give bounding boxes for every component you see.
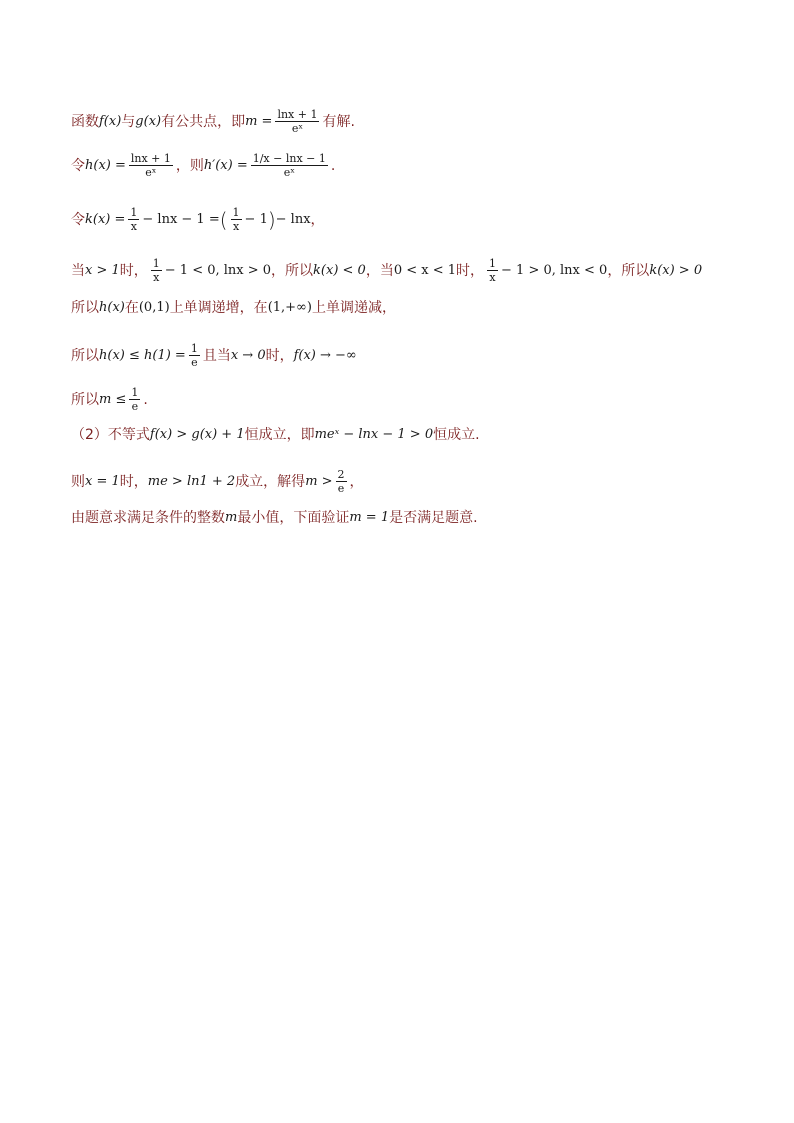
fraction-numerator: 1 xyxy=(190,342,198,355)
fraction-numerator: 2 xyxy=(337,468,345,481)
fraction-denominator: x xyxy=(153,271,160,284)
text: 是否满足题意. xyxy=(389,510,478,526)
math: m = 1 xyxy=(349,510,390,525)
text: 由题意求满足条件的整数 xyxy=(71,510,225,526)
math: me > ln1 + 2 xyxy=(147,473,236,489)
line-2 xyxy=(71,152,335,179)
fraction xyxy=(129,386,140,413)
math: − 1 < 0, lnx > 0 xyxy=(164,262,272,278)
math: f(x) > g(x) + 1 xyxy=(149,427,245,442)
text: 所以 xyxy=(71,300,99,316)
fraction-denominator: x xyxy=(232,220,240,233)
line-8 xyxy=(71,427,480,443)
text: 令 xyxy=(71,157,85,174)
text: 所以 xyxy=(71,347,99,364)
fraction-numerator: 1 xyxy=(232,206,240,219)
math: k(x) = xyxy=(85,211,126,227)
text: 函数 xyxy=(71,113,99,130)
fraction xyxy=(336,468,347,495)
line-4 xyxy=(71,257,702,284)
fraction-numerator: lnx + 1 xyxy=(277,108,318,121)
math: − lnx − 1 = xyxy=(142,211,220,227)
line-6 xyxy=(71,342,357,369)
math: k(x) > 0 xyxy=(649,262,703,278)
text: 当 xyxy=(71,262,85,279)
fraction-denominator: e xyxy=(131,400,139,413)
text: 与 xyxy=(121,113,136,130)
text: 成立，解得 xyxy=(235,473,306,490)
fraction xyxy=(151,257,162,284)
text: 时， xyxy=(119,262,148,279)
math: m xyxy=(225,510,238,525)
text: 时， xyxy=(456,262,485,279)
text: ， xyxy=(310,211,325,228)
math: x → 0 xyxy=(230,347,266,363)
math: f(x) → −∞ xyxy=(293,347,357,363)
text: ，所以 xyxy=(271,262,314,279)
text: 时， xyxy=(265,347,294,364)
text: 有解. xyxy=(322,113,355,130)
fraction xyxy=(128,206,139,233)
math: h(x) xyxy=(99,300,125,315)
right-paren: ) xyxy=(267,207,276,232)
fraction xyxy=(189,342,200,369)
line-1 xyxy=(71,108,355,135)
math: x = 1 xyxy=(85,473,120,489)
math: h′(x) = xyxy=(203,157,248,173)
math: g(x) xyxy=(135,113,162,129)
text: 且当 xyxy=(202,347,231,364)
math: m = xyxy=(245,113,273,129)
math: − 1 xyxy=(244,211,268,227)
text: （2）不等式 xyxy=(71,427,150,443)
text: . xyxy=(330,157,336,174)
math: m > xyxy=(305,473,333,489)
math: − lnx xyxy=(275,211,311,227)
line-10 xyxy=(71,510,478,526)
text: ，则 xyxy=(175,157,204,174)
text: ，当 xyxy=(365,262,394,279)
math: 0 < x < 1 xyxy=(393,262,457,278)
text: 有公共点，即 xyxy=(161,113,246,130)
fraction-numerator: 1 xyxy=(152,257,160,270)
left-paren: ( xyxy=(219,207,228,232)
math: f(x) xyxy=(99,113,122,129)
fraction-numerator: 1 xyxy=(489,257,497,270)
fraction-denominator: e xyxy=(191,356,198,369)
math: h(x) ≤ h(1) = xyxy=(99,347,186,363)
text: . xyxy=(143,391,148,408)
line-9 xyxy=(71,468,364,495)
fraction xyxy=(129,152,173,179)
line-5 xyxy=(71,300,396,316)
line-3 xyxy=(71,206,325,233)
fraction xyxy=(231,206,242,233)
fraction xyxy=(275,108,319,135)
math: meˣ − lnx − 1 > 0 xyxy=(314,427,434,442)
fraction-denominator: eˣ xyxy=(291,122,304,135)
text: ，所以 xyxy=(607,262,650,279)
math: m ≤ xyxy=(99,391,127,407)
line-7 xyxy=(71,386,148,413)
fraction-denominator: x xyxy=(130,220,137,233)
fraction-numerator: 1/x − lnx − 1 xyxy=(252,152,326,165)
math: − 1 > 0, lnx < 0 xyxy=(501,262,608,278)
text: 令 xyxy=(71,211,85,228)
fraction-denominator: eˣ xyxy=(145,166,157,179)
fraction-numerator: 1 xyxy=(131,386,139,399)
text: 则 xyxy=(71,473,85,490)
text: 恒成立. xyxy=(433,427,480,443)
fraction xyxy=(487,257,498,284)
math: (0,1) xyxy=(138,300,170,315)
math: k(x) < 0 xyxy=(313,262,366,278)
text: 所以 xyxy=(71,391,99,408)
text: 恒成立，即 xyxy=(244,427,315,443)
fraction-denominator: x xyxy=(489,271,496,284)
text: 上单调递减， xyxy=(311,300,396,316)
text: 时， xyxy=(119,473,148,490)
text: 最小值，下面验证 xyxy=(237,510,350,526)
text: 上单调递增，在 xyxy=(169,300,268,316)
text: 在 xyxy=(124,300,139,316)
fraction xyxy=(251,152,328,179)
fraction-numerator: lnx + 1 xyxy=(130,152,171,165)
math: (1,+∞) xyxy=(267,300,312,315)
fraction-denominator: e xyxy=(337,482,345,495)
math: h(x) = xyxy=(85,157,126,173)
fraction-denominator: eˣ xyxy=(283,166,295,179)
fraction-numerator: 1 xyxy=(130,206,138,219)
math: x > 1 xyxy=(85,262,120,278)
text: ， xyxy=(349,473,364,490)
